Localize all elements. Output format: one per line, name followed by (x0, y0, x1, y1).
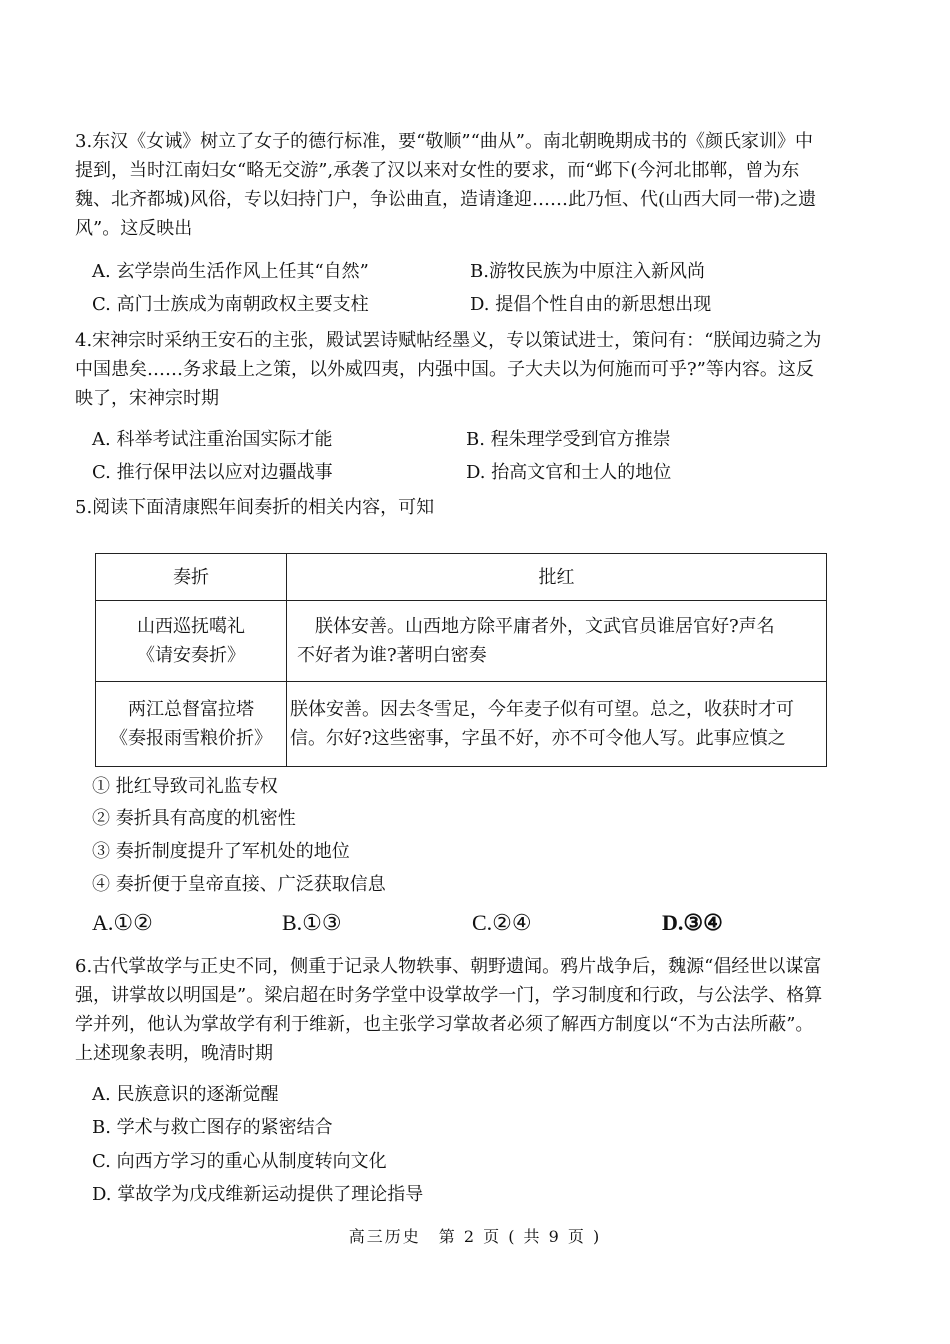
header-reply: 批红 (287, 554, 827, 601)
memorial-title: 《奏报雨雪粮价折》 (110, 728, 272, 749)
header-memorial: 奏折 (96, 554, 287, 601)
question-5-item-3: ③ 奏折制度提升了军机处的地位 (92, 841, 350, 862)
memorial-official: 两江总督富拉塔 (128, 699, 254, 720)
question-5-answer-a: A.①② (92, 910, 153, 935)
question-6-option-d: D. 掌故学为戊戌维新运动提供了理论指导 (92, 1184, 424, 1205)
question-5-stem: 5.阅读下面清康熙年间奏折的相关内容，可知 (75, 497, 435, 518)
question-3-option-b: B.游牧民族为中原注入新风尚 (470, 261, 705, 282)
reply-cell (287, 601, 827, 682)
memorial-cell (96, 601, 287, 682)
page-footer: 高三历史 第 2 页 ( 共 9 页 ) (348, 1227, 602, 1246)
reply-line: 信。尔好?这些密事，字虽不好，亦不可令他人写。此事应慎之 (290, 728, 786, 749)
question-3-option-a: A. 玄学崇尚生活作风上任其“自然” (92, 261, 369, 282)
question-3-option-d: D. 提倡个性自由的新思想出现 (470, 294, 712, 315)
question-4-option-d: D. 抬高文官和士人的地位 (466, 462, 672, 483)
reply-line: 朕体安善。因去冬雪足，今年麦子似有可望。总之，收获时才可 (290, 699, 794, 720)
question-5-answer-c: C.②④ (472, 910, 532, 935)
reply-line: 不好者为谁?著明白密奏 (297, 645, 487, 666)
question-6-option-b: B. 学术与救亡图存的紧密结合 (92, 1117, 333, 1138)
question-4-stem: 4.宋神宗时采纳王安石的主张，殿试罢诗赋帖经墨义，专以策试进士，策问有：“朕闻边骑之为中国患矣……务求最上之策，以外威四夷，内强中国。子大夫以为何施而可乎?”等内容。这反映了，宋神宗时期 (75, 330, 822, 409)
reply-cell (287, 682, 827, 767)
memorial-title: 《请安奏折》 (137, 645, 245, 666)
question-6-option-a: A. 民族意识的逐渐觉醒 (92, 1084, 279, 1105)
memorial-official: 山西巡抚噶礼 (137, 616, 245, 637)
question-6-option-c: C. 向西方学习的重心从制度转向文化 (92, 1151, 387, 1172)
question-4-option-b: B. 程朱理学受到官方推崇 (466, 429, 671, 450)
question-5-item-4: ④ 奏折便于皇帝直接、广泛获取信息 (92, 874, 386, 895)
question-3-option-c: C. 高门士族成为南朝政权主要支柱 (92, 294, 369, 315)
memorial-cell (96, 682, 287, 767)
question-5-answer-d: D.③④ (662, 910, 723, 935)
question-5-item-1: ① 批红导致司礼监专权 (92, 776, 278, 797)
question-4-option-c: C. 推行保甲法以应对边疆战事 (92, 462, 333, 483)
reply-line: 朕体安善。山西地方除平庸者外，文武官员谁居官好?声名 (315, 616, 775, 637)
question-4-option-a: A. 科举考试注重治国实际才能 (92, 429, 333, 450)
table-row (96, 601, 827, 682)
question-5-answer-b: B.①③ (282, 910, 342, 935)
question-5-item-2: ② 奏折具有高度的机密性 (92, 808, 296, 829)
question-3-stem: 3.东汉《女诫》树立了女子的德行标准，要“敬顺”“曲从”。南北朝晚期成书的《颜氏家训》中提到，当时江南妇女“略无交游”,承袭了汉以来对女性的要求，而“邺下(今河北邯郸，曾为东魏、北齐都城)风俗，专以妇持门户，争讼曲直，造请逢迎……此乃恒、代(山西大同一带)之遗风”。这反映出 (75, 131, 817, 239)
memorial-table (95, 553, 827, 767)
memorial-table-header-row (96, 554, 827, 601)
table-row (96, 682, 827, 767)
question-6-stem: 6.古代掌故学与正史不同，侧重于记录人物轶事、朝野遗闻。鸦片战争后，魏源“倡经世以谋富强，讲掌故以明国是”。梁启超在时务学堂中设掌故学一门，学习制度和行政，与公法学、格算学并列，他认为掌故学有利于维新，也主张学习掌故者必须了解西方制度以“不为古法所蔽”。上述现象表明，晚清时期 (75, 956, 823, 1064)
